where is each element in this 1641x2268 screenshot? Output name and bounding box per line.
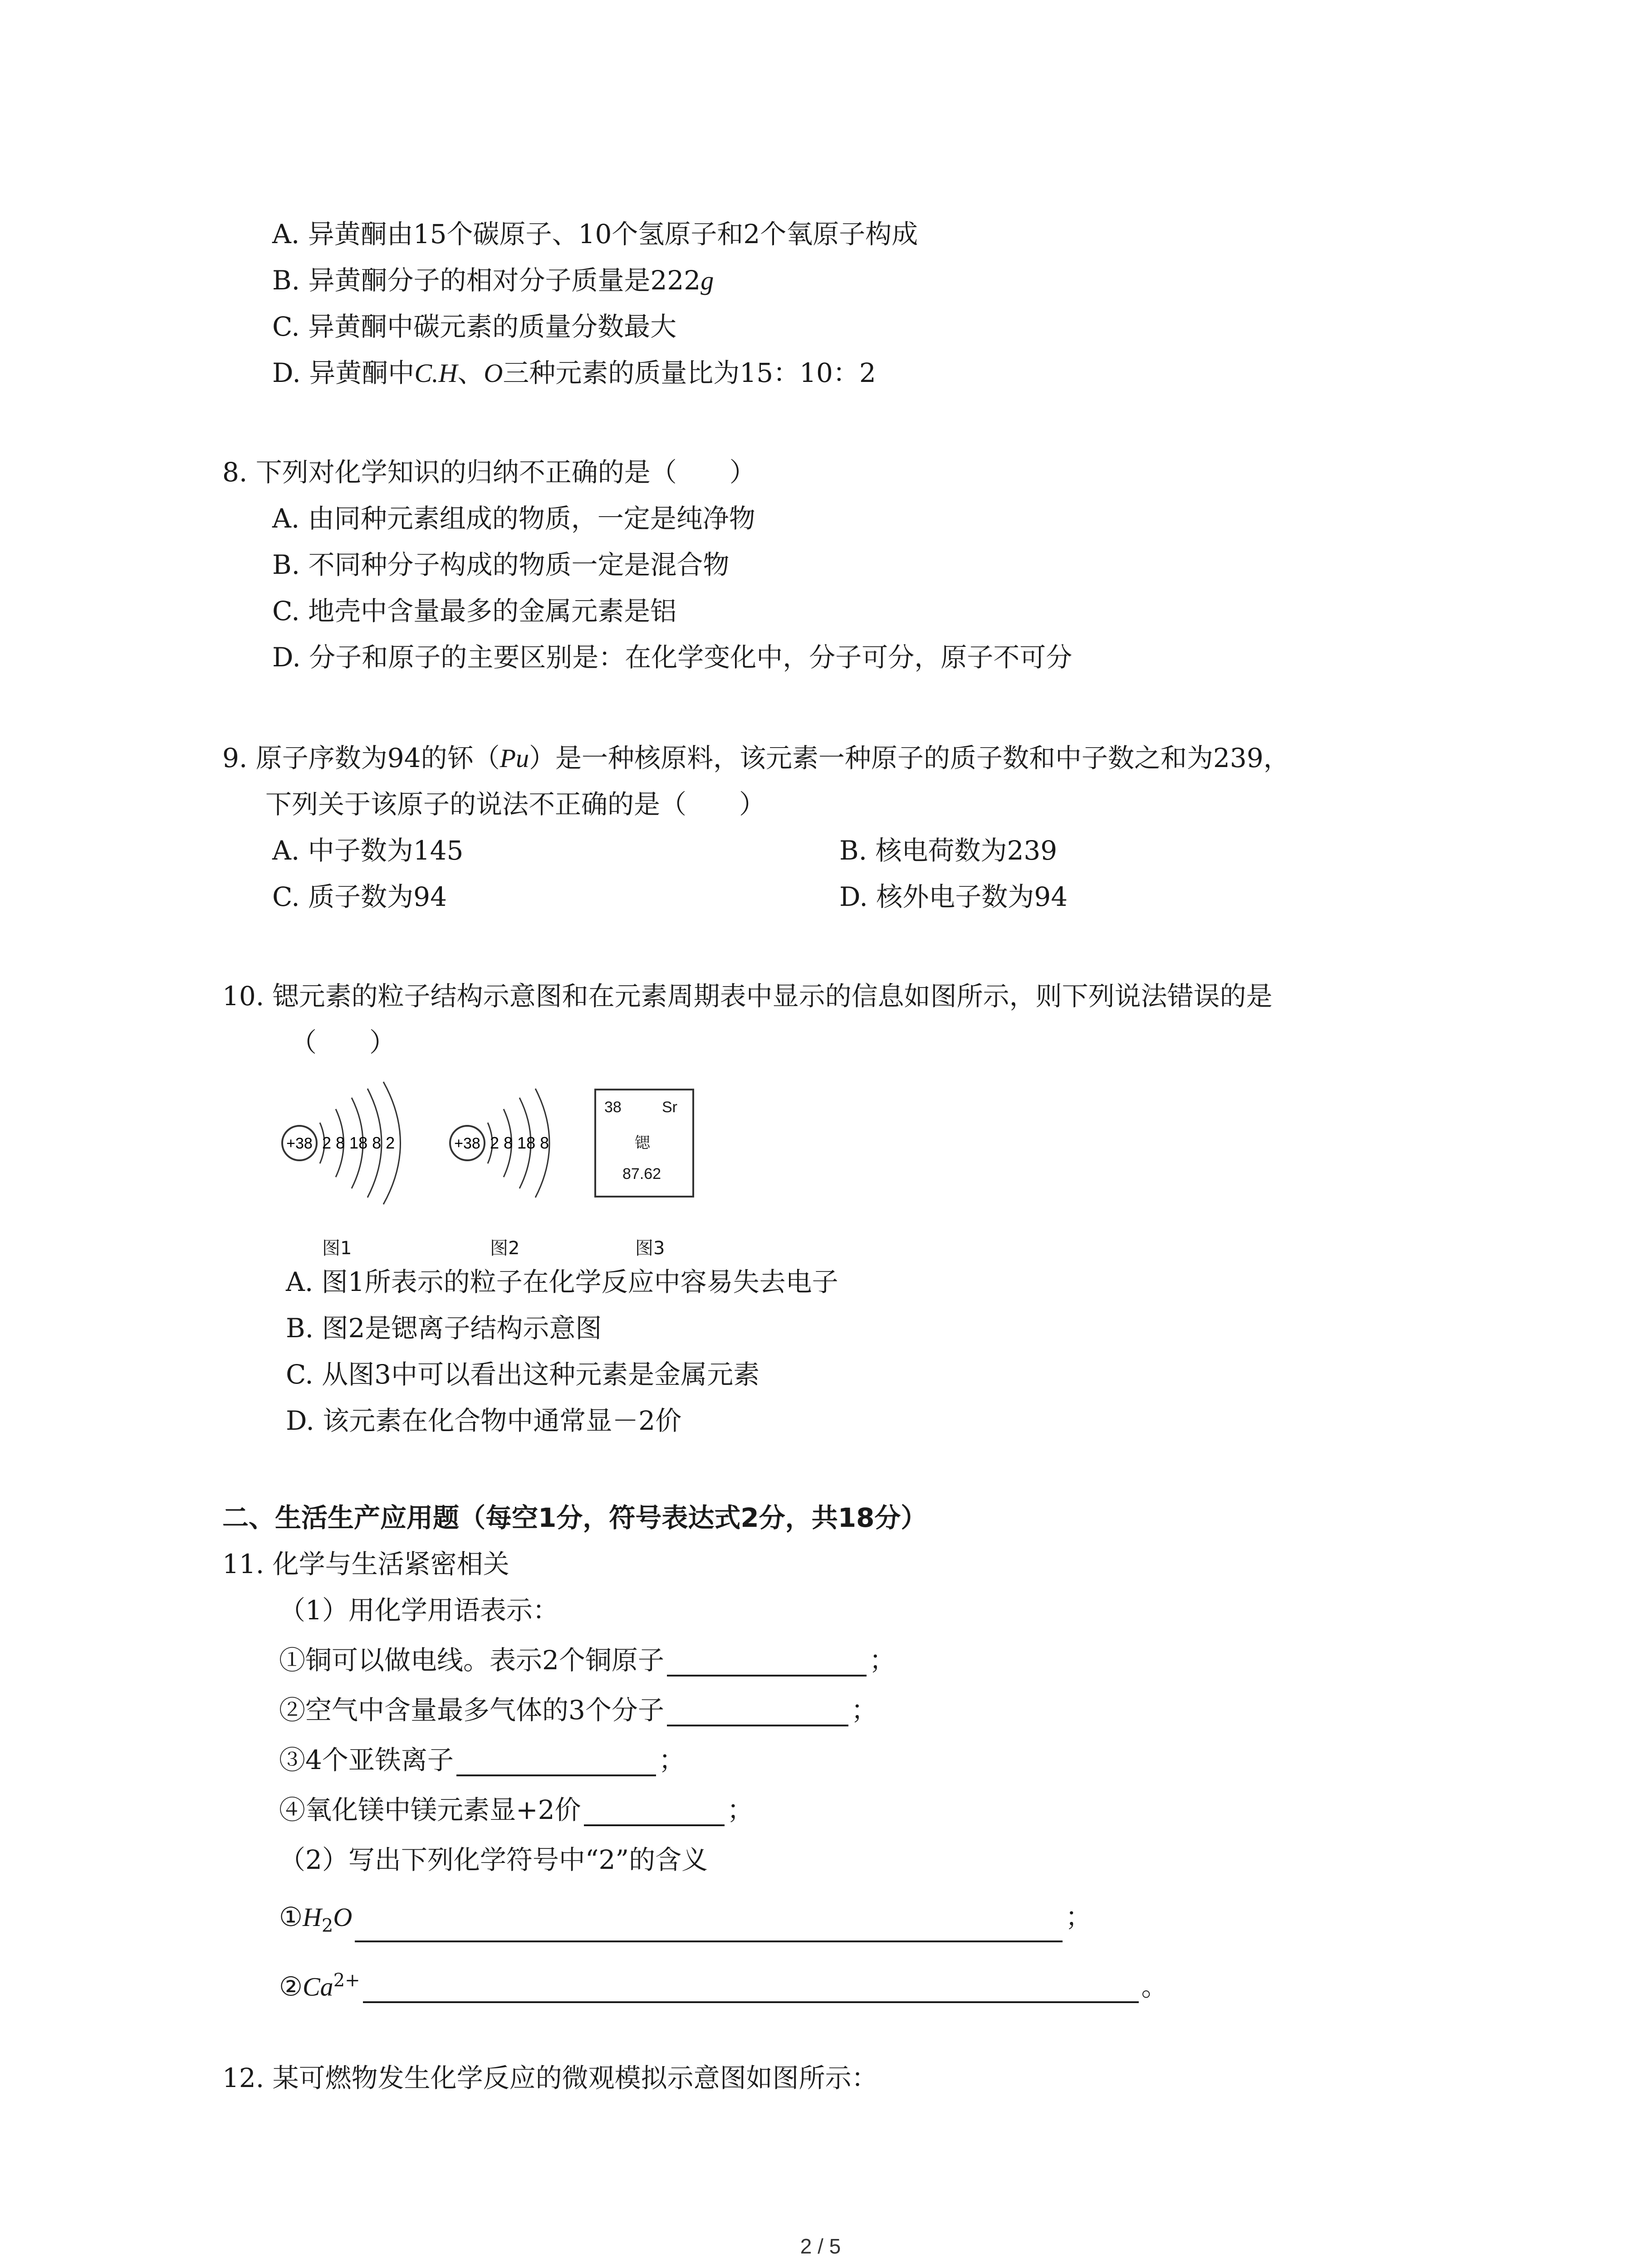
answer-blank-3[interactable]: [456, 1748, 656, 1776]
q8-option-c: C. 地壳中含量最多的金属元素是铝: [272, 596, 677, 626]
answer-blank-1[interactable]: [667, 1648, 867, 1677]
q11-item3-text: ③4个亚铁离子: [279, 1745, 454, 1775]
q7-option-a: A. 异黄酮由15个碳原子、10个氢原子和2个氧原子构成: [272, 219, 918, 249]
fig2-nucleus: +38: [454, 1135, 480, 1152]
tile-symbol: Sr: [662, 1099, 677, 1116]
page-number: 2 / 5: [800, 2234, 841, 2258]
q10-option-b: B. 图2是锶离子结构示意图: [286, 1313, 602, 1344]
q9-option-a: A. 中子数为145: [272, 835, 464, 866]
q11-item1: [279, 1644, 896, 1677]
calcium-ion-symbol: Ca: [303, 1972, 333, 2002]
q9-option-b: B. 核电荷数为239: [839, 835, 1058, 866]
strontium-figure: [277, 1070, 740, 1261]
q11-item4: [279, 1794, 754, 1826]
q8-option-b: B. 不同种分子构成的物质一定是混合物: [272, 549, 730, 580]
q7-option-d-prefix: D. 异黄酮中: [272, 357, 415, 388]
q7-option-d: [272, 357, 876, 390]
q11-symbol-2: [279, 1964, 1168, 2003]
q11-item2: [279, 1694, 877, 1726]
tile-element-name: 锶: [635, 1134, 650, 1152]
fig2-label: 图2: [490, 1238, 520, 1259]
fig2-shells: 2 8 18 8: [490, 1134, 549, 1152]
q11-symbol-2-period: 。: [1141, 1971, 1168, 2002]
q11-item3-semicolon: ；: [658, 1745, 685, 1775]
q9-option-c: C. 质子数为94: [272, 881, 447, 912]
q11-item4-text: ④氧化镁中镁元素显+2价: [279, 1794, 581, 1825]
tile-atomic-mass: 87.62: [622, 1165, 661, 1183]
q8-option-d: D. 分子和原子的主要区别是：在化学变化中，分子可分，原子不可分: [272, 642, 1073, 673]
calcium-ion-charge: 2+: [333, 1970, 360, 1991]
q8-stem: 8. 下列对化学知识的归纳不正确的是（ ）: [222, 457, 756, 488]
q11-part1: （1）用化学用语表示：: [279, 1595, 559, 1626]
q9-stem-symbol: Pu: [500, 743, 529, 773]
q10-option-d: D. 该元素在化合物中通常显－2价: [286, 1405, 682, 1436]
q7-option-b-text: B. 异黄酮分子的相对分子质量是222: [272, 265, 701, 296]
q7-option-c: C. 异黄酮中碳元素的质量分数最大: [272, 311, 677, 342]
h2o-h: H: [303, 1902, 322, 1932]
q7-option-d-o: O: [484, 358, 503, 388]
q9-stem: [222, 742, 1290, 775]
q11-part2: （2）写出下列化学符号中“2”的含义: [279, 1844, 708, 1875]
q11-item4-semicolon: ；: [727, 1794, 754, 1825]
answer-blank-4[interactable]: [584, 1798, 725, 1826]
q11-item1-semicolon: ；: [869, 1645, 896, 1676]
q8-option-a: A. 由同种元素组成的物质，一定是纯净物: [272, 503, 755, 534]
q9-stem-prefix: 9. 原子序数为94的钚（: [222, 743, 500, 773]
q7-option-d-suffix: 三种元素的质量比为15：10：2: [503, 357, 876, 388]
q11-symbol-1-marker: ①: [279, 1901, 303, 1932]
q10-stem: 10. 锶元素的粒子结构示意图和在元素周期表中显示的信息如图所示，则下列说法错误的是: [222, 981, 1273, 1012]
h2o-o: O: [333, 1902, 353, 1932]
q7-option-b: [272, 264, 714, 297]
q11-item2-text: ②空气中含量最多气体的3个分子: [279, 1695, 664, 1725]
fig1-shells: 2 8 18 8 2: [322, 1134, 395, 1152]
q10-stem-line2: （ ）: [290, 1027, 396, 1058]
fig3-label: 图3: [635, 1238, 665, 1259]
section-2-heading: 二、生活生产应用题（每空1分，符号表达式2分，共18分）: [222, 1502, 927, 1533]
answer-blank-2[interactable]: [667, 1698, 848, 1726]
q11-item1-text: ①铜可以做电线。表示2个铜原子: [279, 1645, 664, 1676]
q9-stem-line2: 下列关于该原子的说法不正确的是（ ）: [265, 789, 766, 820]
h2o-subscript: 2: [321, 1915, 333, 1936]
q9-option-d: D. 核外电子数为94: [839, 881, 1068, 912]
answer-blank-5[interactable]: [355, 1914, 1063, 1942]
q7-option-d-sep: 、: [457, 357, 484, 388]
q11-symbol-2-marker: ②: [279, 1971, 303, 2002]
q10-option-a: A. 图1所表示的粒子在化学反应中容易失去电子: [286, 1266, 838, 1297]
q9-stem-suffix: ）是一种核原料，该元素一种原子的质子数和中子数之和为239，: [529, 743, 1290, 773]
q10-option-c: C. 从图3中可以看出这种元素是金属元素: [286, 1359, 760, 1390]
fig1-label: 图1: [322, 1238, 352, 1259]
answer-blank-6[interactable]: [363, 1975, 1139, 2003]
q11-item2-semicolon: ；: [851, 1695, 877, 1725]
q11-symbol-1-semicolon: ；: [1065, 1901, 1092, 1932]
tile-atomic-number: 38: [604, 1099, 622, 1116]
q12-stem: 12. 某可燃物发生化学反应的微观模拟示意图如图所示：: [222, 2063, 878, 2093]
fig1-nucleus: +38: [286, 1135, 313, 1152]
q11-stem: 11. 化学与生活紧密相关: [222, 1549, 509, 1579]
q7-option-b-unit: g: [700, 266, 714, 295]
q11-item3: [279, 1744, 685, 1776]
q7-option-d-elements: C.H: [414, 358, 458, 388]
periodic-table-tile: [594, 1089, 694, 1198]
q11-symbol-1: [279, 1901, 1092, 1942]
